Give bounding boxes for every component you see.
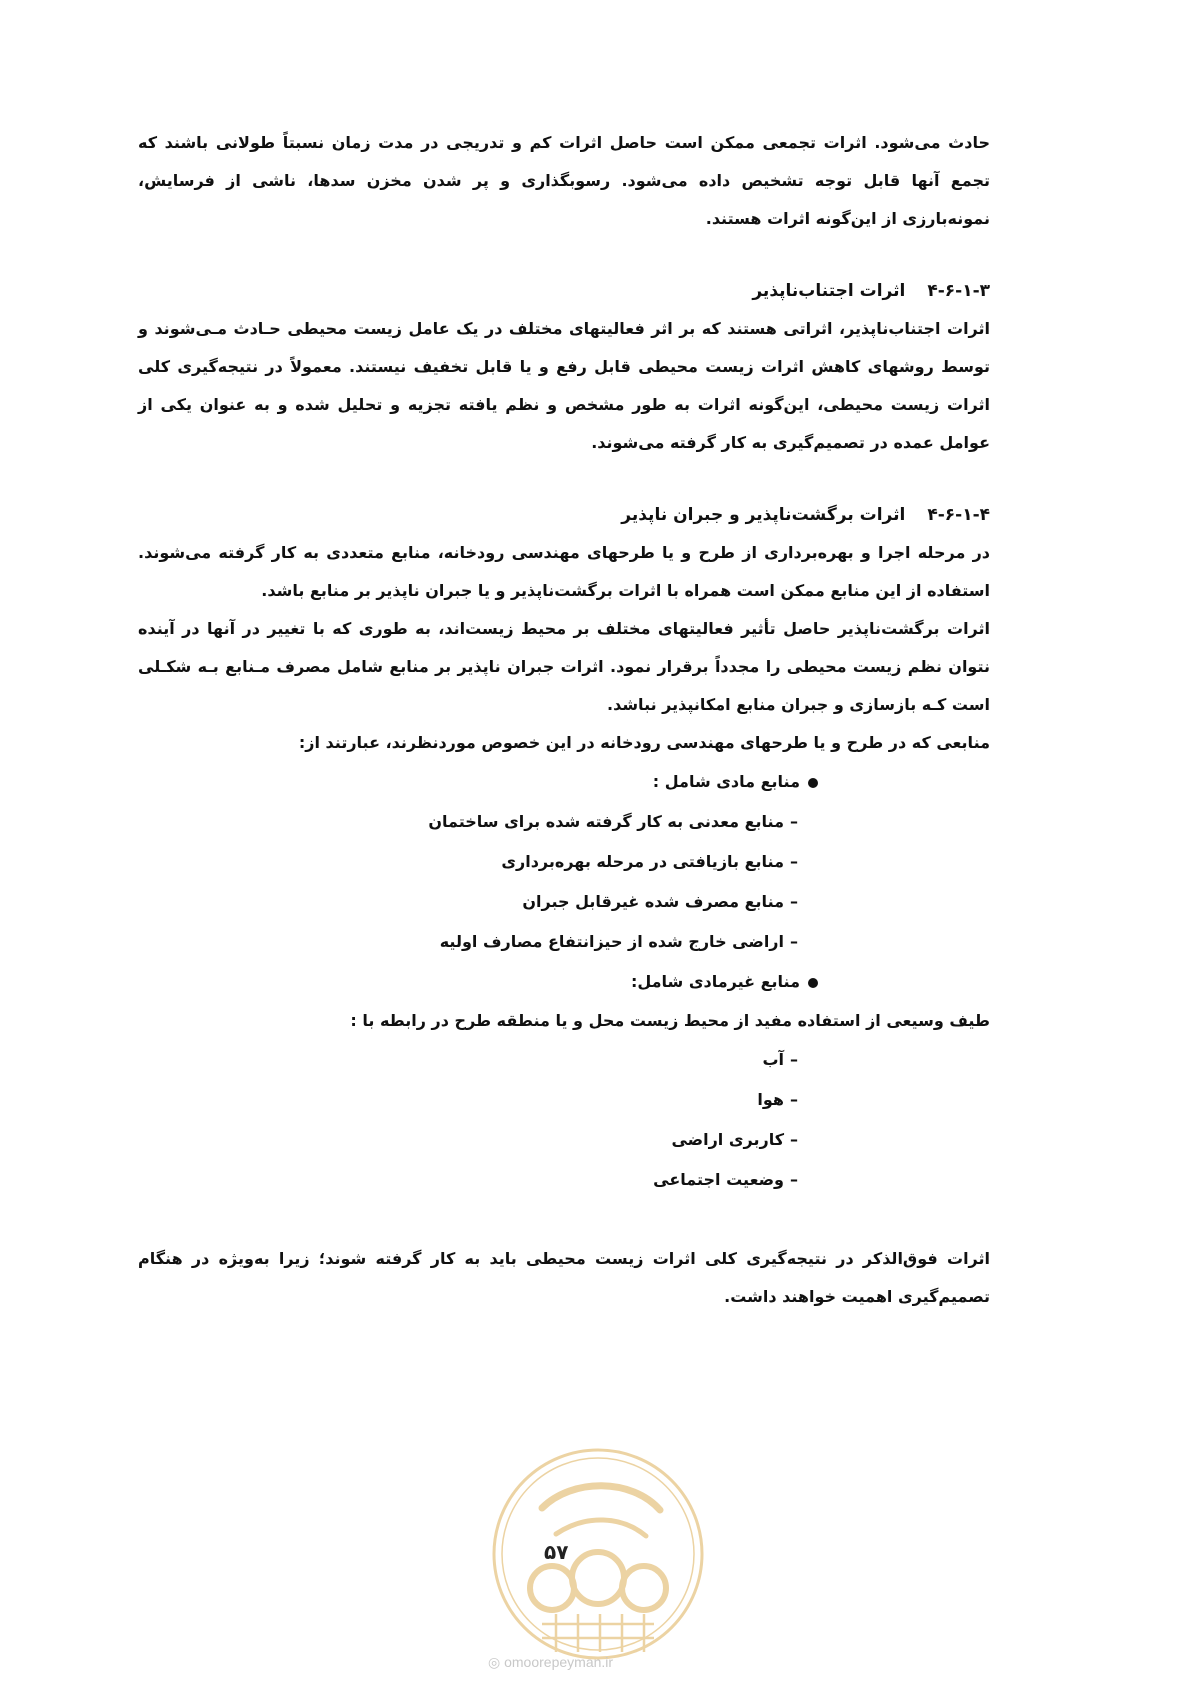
section-heading-4	[138, 496, 990, 534]
list-item: –کاربری اراضی	[671, 1130, 798, 1149]
list-item: –وضعیت اجتماعی	[653, 1170, 798, 1189]
bullet-material	[138, 762, 990, 802]
page-number: ۵۷	[544, 1540, 569, 1564]
list-item: –هوا	[757, 1090, 798, 1109]
bullet-dot-icon	[808, 778, 818, 788]
list-item: –منابع معدنی به کار گرفته شده برای ساختمان	[428, 812, 798, 831]
list-item: –آب	[762, 1050, 798, 1069]
list-item: –منابع مصرف شده غیرقابل جبران	[522, 892, 798, 911]
section-number: ۴-۶-۱-۴	[927, 505, 990, 525]
section-3-paragraph: اثرات اجتناب‌ناپذیر، اثراتی هستند که بر اثر فعالیتهای مختلف در یک عامل زیست محیطی حـادث مـی‌شوند و توسط روشهای کاهش اثرات زیست محیطی قابل رفع و یا قابل تخفیف نیستند. معمولاً در نتیجه‌گیری کلی اثرات زیست محیطی، این‌گونه اثرات به طور مشخص و نظم یافته تجزیه و تحلیل شده و به عنوان یکی از عوامل عمده در تصمیم‌گیری به کار گرفته می‌شوند.	[138, 319, 990, 452]
watermark-logo-icon	[482, 1438, 714, 1670]
section-title: اثرات برگشت‌ناپذیر و جبران ناپذیر	[621, 505, 906, 525]
section-4-paragraph-3: منابعی که در طرح و یا طرحهای مهندسی رودخانه در این خصوص موردنظرند، عبارتند از:	[298, 733, 990, 752]
watermark-site: ◎ omoorepeyman.ir	[488, 1654, 614, 1670]
conclusion-paragraph: اثرات فوق‌الذکر در نتیجه‌گیری کلی اثرات زیست محیطی باید به کار گرفته شوند؛ زیرا به‌ویژه در هنگام تصمیم‌گیری اهمیت خواهند داشت.	[138, 1249, 990, 1306]
wide-range-line: طیف وسیعی از استفاده مفید از محیط زیست محل و یا منطقه طرح در رابطه با :	[350, 1011, 990, 1030]
section-heading-3	[138, 272, 990, 310]
section-4-paragraph-2: اثرات برگشت‌ناپذیر حاصل تأثیر فعالیتهای مختلف بر محیط زیست‌اند، به طوری که با تغییر در آنها در آینده نتوان نظم زیست محیطی را مجدداً برقرار نمود. اثرات جبران ناپذیر بر منابع شامل مصرف مـنابع بـه شکـلی است کـه بازسازی و جبران منابع امکانپذیر نباشد.	[138, 619, 990, 714]
bullet-immaterial	[138, 962, 990, 1002]
list-item: –اراضی خارج شده از حیزانتفاع مصارف اولیه	[439, 932, 798, 951]
bullet-label: منابع مادی شامل :	[652, 772, 800, 791]
intro-paragraph: حادث می‌شود. اثرات تجمعی ممکن است حاصل اثرات کم و تدریجی در مدت زمان نسبتاً طولانی باشند که تجمع آنها قابل توجه تشخیص داده می‌شود. رسوبگذاری و پر شدن مخزن سدها، ناشی از فرسایش، نمونه‌بارزی از این‌گونه اثرات هستند.	[138, 133, 990, 228]
bullet-label: منابع غیرمادی شامل:	[630, 972, 800, 991]
section-title: اثرات اجتناب‌ناپذیر	[752, 281, 906, 301]
document-page	[138, 133, 990, 1638]
list-item: –منابع بازیافتی در مرحله بهره‌برداری	[501, 852, 798, 871]
bullet-dot-icon	[808, 978, 818, 988]
section-4-paragraph-1: در مرحله اجرا و بهره‌برداری از طرح و یا طرحهای مهندسی رودخانه، منابع متعددی به کار گرفته می‌شوند. استفاده از این منابع ممکن است همراه با اثرات برگشت‌ناپذیر و یا جبران ناپذیر بر منابع باشد.	[138, 543, 990, 600]
section-number: ۴-۶-۱-۳	[927, 281, 990, 301]
